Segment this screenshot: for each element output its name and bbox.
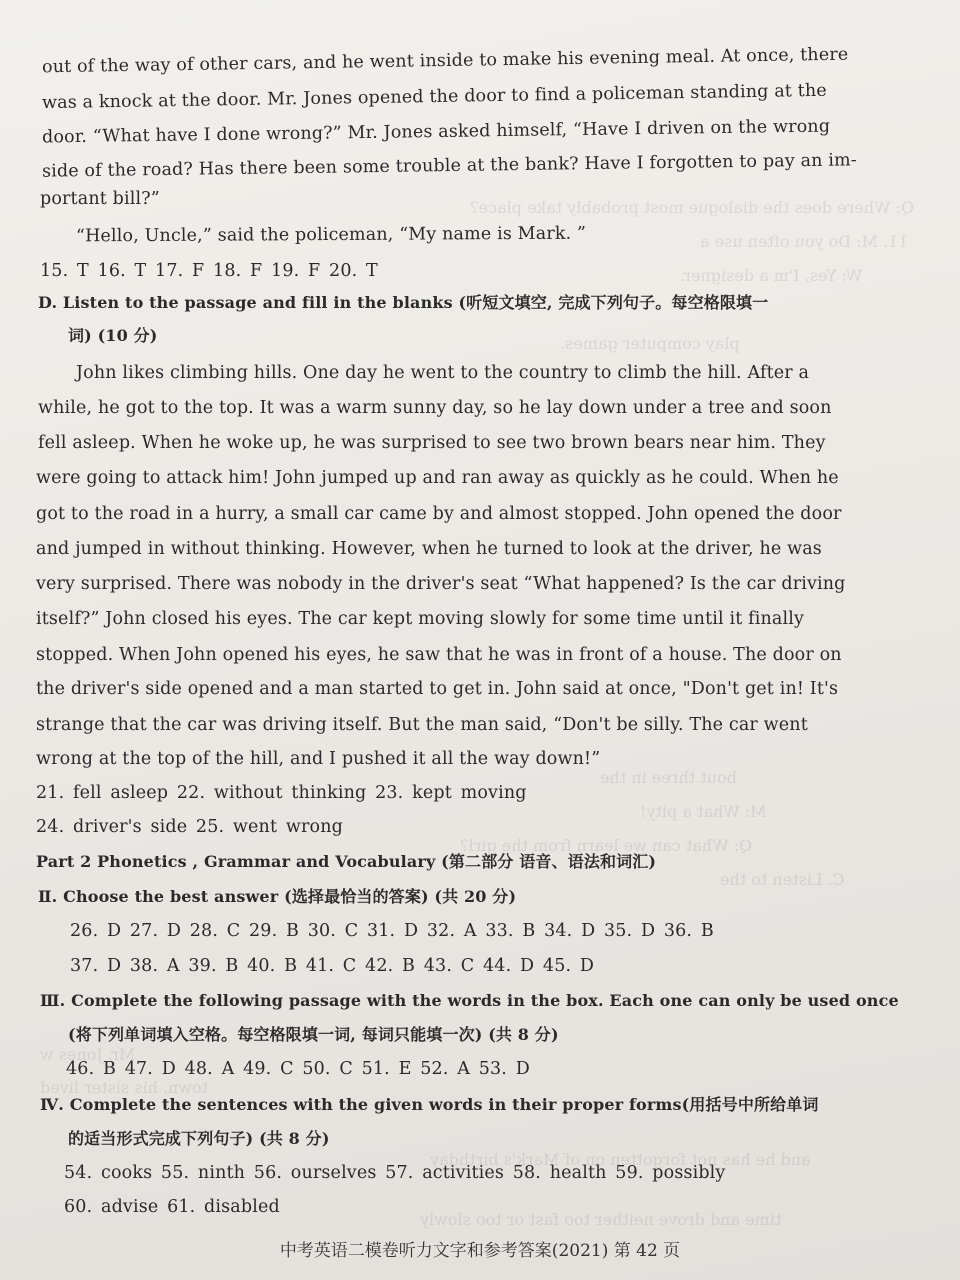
part-heading: Part 2 Phonetics , Grammar and Vocabulary (第二部分 语音、语法和词汇)	[36, 852, 657, 871]
answer-line: 46. B 47. D 48. A 49. C 50. C 51. E 52. A 53. D	[66, 1059, 530, 1079]
passage-line: John likes climbing hills. One day he went to the country to climb the hill. After a	[76, 363, 810, 383]
answer-line: 60. advise 61. disabled	[64, 1197, 280, 1217]
passage-line: strange that the car was driving itself. But the man said, “Don't be silly. The car went	[36, 715, 808, 735]
bleed-through-text: play computer games.	[560, 334, 740, 353]
passage-line: stopped. When John opened his eyes, he saw that he was in front of a house. The door on	[36, 645, 842, 665]
page-footer: 中考英语二模卷听力文字和参考答案(2021) 第 42 页	[279, 1241, 681, 1261]
passage-line: out of the way of other cars, and he went inside to make his evening meal. At once, there	[41, 44, 849, 78]
bleed-through-text: bout three in the	[600, 768, 737, 787]
passage-line: the driver's side opened and a man started to get in. John said at once, "Don't get in! It's	[36, 679, 839, 699]
answer-line: 54. cooks 55. ninth 56. ourselves 57. activities 58. health 59. possibly	[64, 1163, 726, 1183]
bleed-through-text: W: Yes, I'm a designer.	[680, 266, 863, 285]
passage-line: itself?” John closed his eyes. The car kept moving slowly for some time until it finally	[36, 609, 805, 629]
section-heading: 词) (10 分)	[68, 326, 158, 345]
bleed-through-text: time and drove neither too fast or too slowly	[420, 1210, 782, 1229]
bleed-through-text: Q: Where does the dialogue most probably take place?	[470, 198, 915, 217]
section-heading: (将下列单词填入空格。每空格限填一词, 每词只能填一次) (共 8 分)	[68, 1025, 559, 1044]
section-heading: D. Listen to the passage and fill in the blanks (听短文填空, 完成下列句子。每空格限填一	[38, 293, 769, 312]
bleed-through-text: town, his sister lived	[40, 1078, 209, 1097]
answer-line: 26. D 27. D 28. C 29. B 30. C 31. D 32. A 33. B 34. D 35. D 36. B	[70, 921, 714, 941]
passage-line: while, he got to the top. It was a warm sunny day, so he lay down under a tree and soon	[38, 398, 832, 418]
bleed-through-text: and he has not forgotten on of Mark's birthday	[430, 1150, 811, 1169]
bleed-through-text: C. Listen to the	[720, 870, 845, 889]
passage-line: fell asleep. When he woke up, he was surprised to see two brown bears near him. They	[38, 433, 826, 453]
section-heading: Ⅱ. Choose the best answer (选择最恰当的答案) (共 20 分)	[38, 887, 517, 906]
bleed-through-text: 11. M: Do you often use a	[700, 232, 909, 251]
passage-line: side of the road? Has there been some trouble at the bank? Have I forgotten to pay an im-	[41, 150, 857, 182]
passage-line: wrong at the top of the hill, and I pushed it all the way down!”	[36, 749, 601, 769]
passage-line: door. “What have I done wrong?” Mr. Jones asked himself, “Have I driven on the wrong	[41, 116, 831, 148]
passage-line: “Hello, Uncle,” said the policeman, “My name is Mark. ”	[75, 223, 587, 247]
passage-line: portant bill?”	[40, 189, 160, 209]
passage-line: got to the road in a hurry, a small car came by and almost stopped. John opened the door	[36, 504, 842, 524]
passage-line: was a knock at the door. Mr. Jones opened the door to find a policeman standing at the	[41, 80, 827, 114]
section-heading: 的适当形式完成下列句子) (共 8 分)	[68, 1129, 330, 1148]
answer-line: 24. driver's side 25. went wrong	[36, 817, 343, 837]
passage-line: were going to attack him! John jumped up and ran away as quickly as he could. When he	[36, 468, 839, 488]
section-heading: Ⅳ. Complete the sentences with the given words in their proper forms(用括号中所给单词	[40, 1095, 819, 1114]
bleed-through-text: M: What a pity!	[640, 802, 767, 821]
section-heading: Ⅲ. Complete the following passage with the words in the box. Each one can only be used once	[40, 991, 899, 1010]
passage-line: and jumped in without thinking. However, when he turned to look at the driver, he was	[36, 539, 822, 559]
answer-line: 21. fell asleep 22. without thinking 23. kept moving	[36, 783, 527, 803]
answer-line: 15. T 16. T 17. F 18. F 19. F 20. T	[40, 261, 378, 281]
bleed-through-text: Mr. Jones w	[40, 1045, 136, 1064]
bleed-through-text: Q: What can we learn from the girl?	[460, 836, 753, 855]
passage-line: very surprised. There was nobody in the driver's seat “What happened? Is the car driving	[36, 574, 846, 594]
answer-line: 37. D 38. A 39. B 40. B 41. C 42. B 43. C 44. D 45. D	[70, 956, 595, 976]
